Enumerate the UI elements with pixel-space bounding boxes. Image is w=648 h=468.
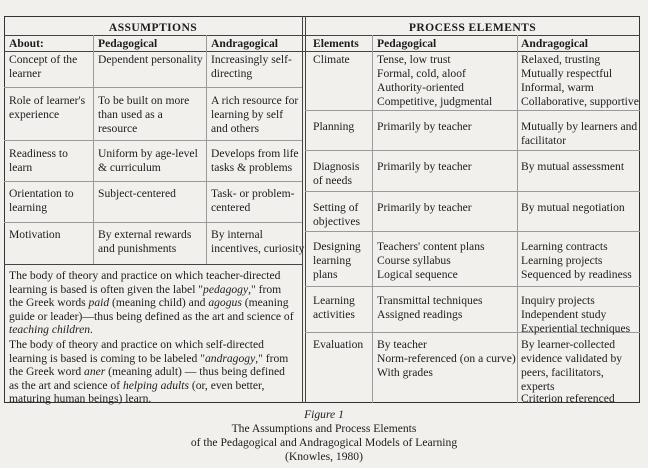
- andragogy-definition-paragraph: The body of theory and practice on which self-directed learning is based is coming to be labeled "andragogy," from the Greek word aner (meaning adult) — thus being defined as the art and science of helping adults (or, even better, maturing human beings) learn.: [9, 338, 289, 406]
- right-col-divider-1: [372, 35, 373, 403]
- element-cell: Setting of: [313, 201, 359, 214]
- pedagogical-cell: Teachers' content plans: [377, 240, 485, 253]
- pedagogical-cell: & curriculum: [98, 161, 161, 174]
- andragogical-cell: Sequenced by readiness: [521, 268, 632, 281]
- col-header-andragogical: Andragogical: [211, 37, 278, 50]
- about-cell: Role of learner's: [9, 94, 86, 107]
- andragogical-cell: tasks & problems: [211, 161, 293, 174]
- andragogical-cell: experts: [521, 380, 555, 393]
- andragogical-cell: Develops from life: [211, 147, 299, 160]
- pedagogical-cell: Assigned readings: [377, 308, 463, 321]
- pedagogical-cell: Primarily by teacher: [377, 160, 472, 173]
- assumptions-title: ASSUMPTIONS: [108, 21, 198, 34]
- right-row-sep: [305, 110, 640, 111]
- figure-caption-line: The Assumptions and Process Elements: [231, 422, 417, 435]
- element-cell: Evaluation: [313, 338, 364, 351]
- left-row-sep: [4, 140, 302, 141]
- col-header-pedagogical: Pedagogical: [377, 37, 437, 50]
- left-col-divider-2: [206, 35, 207, 265]
- pedagogical-cell: Uniform by age-level: [98, 147, 198, 160]
- about-cell: learning: [9, 201, 47, 214]
- right-row-sep: [305, 150, 640, 151]
- left-row-sep: [4, 181, 302, 182]
- about-cell: learner: [9, 67, 42, 80]
- andragogical-cell: Informal, warm: [521, 81, 594, 94]
- andragogical-cell: Experiential techniques: [521, 322, 631, 335]
- pedagogical-cell: Subject-centered: [98, 187, 176, 200]
- left-col-divider-1: [93, 35, 94, 265]
- andragogical-cell: centered: [211, 201, 251, 214]
- col-header-andragogical: Andragogical: [521, 37, 588, 50]
- about-cell: experience: [9, 108, 60, 121]
- header-rule: [4, 35, 640, 36]
- andragogical-cell: Criterion referenced: [521, 392, 615, 405]
- right-row-sep: [305, 231, 640, 232]
- pedagogical-cell: By external rewards: [98, 228, 192, 241]
- pedagogical-cell: Competitive, judgmental: [377, 95, 493, 108]
- element-cell: plans: [313, 268, 338, 281]
- about-cell: Motivation: [9, 228, 61, 241]
- pedagogical-cell: Primarily by teacher: [377, 201, 472, 214]
- andragogical-cell: Increasingly self-: [211, 53, 292, 66]
- left-table-bottom: [4, 264, 302, 265]
- pedagogical-cell: and punishments: [98, 242, 177, 255]
- pedagogical-cell: Transmittal techniques: [377, 294, 483, 307]
- pedagogical-cell: By teacher: [377, 338, 427, 351]
- andragogical-cell: directing: [211, 67, 253, 80]
- pedagogical-cell: Dependent personality: [98, 53, 203, 66]
- andragogical-cell: Mutually respectful: [521, 67, 613, 80]
- pedagogical-cell: To be built on more: [98, 94, 190, 107]
- element-cell: Planning: [313, 120, 355, 133]
- right-row-sep: [305, 286, 640, 287]
- element-cell: of needs: [313, 174, 352, 187]
- about-cell: Orientation to: [9, 187, 74, 200]
- element-cell: Designing: [313, 240, 361, 253]
- element-cell: Diagnosis: [313, 160, 360, 173]
- element-cell: Learning: [313, 294, 355, 307]
- andragogical-cell: Learning projects: [521, 254, 603, 267]
- andragogical-cell: By learner-collected: [521, 338, 616, 351]
- andragogical-cell: Task- or problem-: [211, 187, 295, 200]
- right-row-sep: [305, 191, 640, 192]
- figure-caption-citation: (Knowles, 1980): [285, 450, 363, 463]
- pedagogical-cell: With grades: [377, 366, 433, 379]
- element-cell: activities: [313, 308, 355, 321]
- andragogical-cell: By internal: [211, 228, 263, 241]
- pedagogical-cell: Logical sequence: [377, 268, 458, 281]
- pedagogical-cell: resource: [98, 122, 138, 135]
- andragogical-cell: learning by self: [211, 108, 284, 121]
- about-cell: Readiness to: [9, 147, 68, 160]
- pedagogical-cell: Norm-referenced (on a curve): [377, 352, 516, 365]
- andragogical-cell: Mutually by learners and: [521, 120, 638, 133]
- col-header-pedagogical: Pedagogical: [98, 37, 158, 50]
- pedagogy-definition-paragraph: The body of theory and practice on which teacher-directed learning is based is often given the label "pedagogy," from the Greek words paid (meaning child) and agogus (meaning guide or leader)—thus being defined as the art and science of teaching children.: [9, 269, 294, 337]
- figure-caption-label: Figure 1: [304, 408, 344, 421]
- section-divider-right: [305, 16, 306, 403]
- column-header-rule: [4, 51, 640, 52]
- pedagogical-cell: than used as a: [98, 108, 163, 121]
- andragogical-cell: Learning contracts: [521, 240, 608, 253]
- andragogical-cell: Inquiry projects: [521, 294, 595, 307]
- left-row-sep: [4, 222, 302, 223]
- about-cell: Concept of the: [9, 53, 78, 66]
- figure-caption-line: of the Pedagogical and Andragogical Models of Learning: [190, 436, 458, 449]
- pedagogical-cell: Primarily by teacher: [377, 120, 472, 133]
- andragogical-cell: incentives, curiosity: [211, 242, 305, 255]
- andragogical-cell: Relaxed, trusting: [521, 53, 601, 66]
- andragogical-cell: By mutual assessment: [521, 160, 625, 173]
- pedagogical-cell: Tense, low trust: [377, 53, 451, 66]
- andragogical-cell: By mutual negotiation: [521, 201, 625, 214]
- andragogical-cell: A rich resource for: [211, 94, 299, 107]
- element-cell: learning: [313, 254, 351, 267]
- right-col-divider-2: [517, 35, 518, 403]
- andragogical-cell: evidence validated by: [521, 352, 623, 365]
- pedagogical-cell: Authority-oriented: [377, 81, 464, 94]
- andragogical-cell: Independent study: [521, 308, 607, 321]
- pedagogical-cell: Course syllabus: [377, 254, 451, 267]
- about-cell: learn: [9, 161, 33, 174]
- col-header-about: About:: [9, 37, 44, 50]
- andragogical-cell: facilitator: [521, 134, 567, 147]
- andragogical-cell: peers, facilitators,: [521, 366, 604, 379]
- section-divider-left: [302, 16, 303, 403]
- andragogical-cell: Collaborative, supportive: [521, 95, 639, 108]
- col-header-elements: Elements: [313, 37, 359, 50]
- element-cell: objectives: [313, 215, 361, 228]
- pedagogical-cell: Formal, cold, aloof: [377, 67, 466, 80]
- process-elements-title: PROCESS ELEMENTS: [408, 21, 537, 34]
- element-cell: Climate: [313, 53, 350, 66]
- andragogical-cell: and others: [211, 122, 259, 135]
- left-row-sep: [4, 87, 302, 88]
